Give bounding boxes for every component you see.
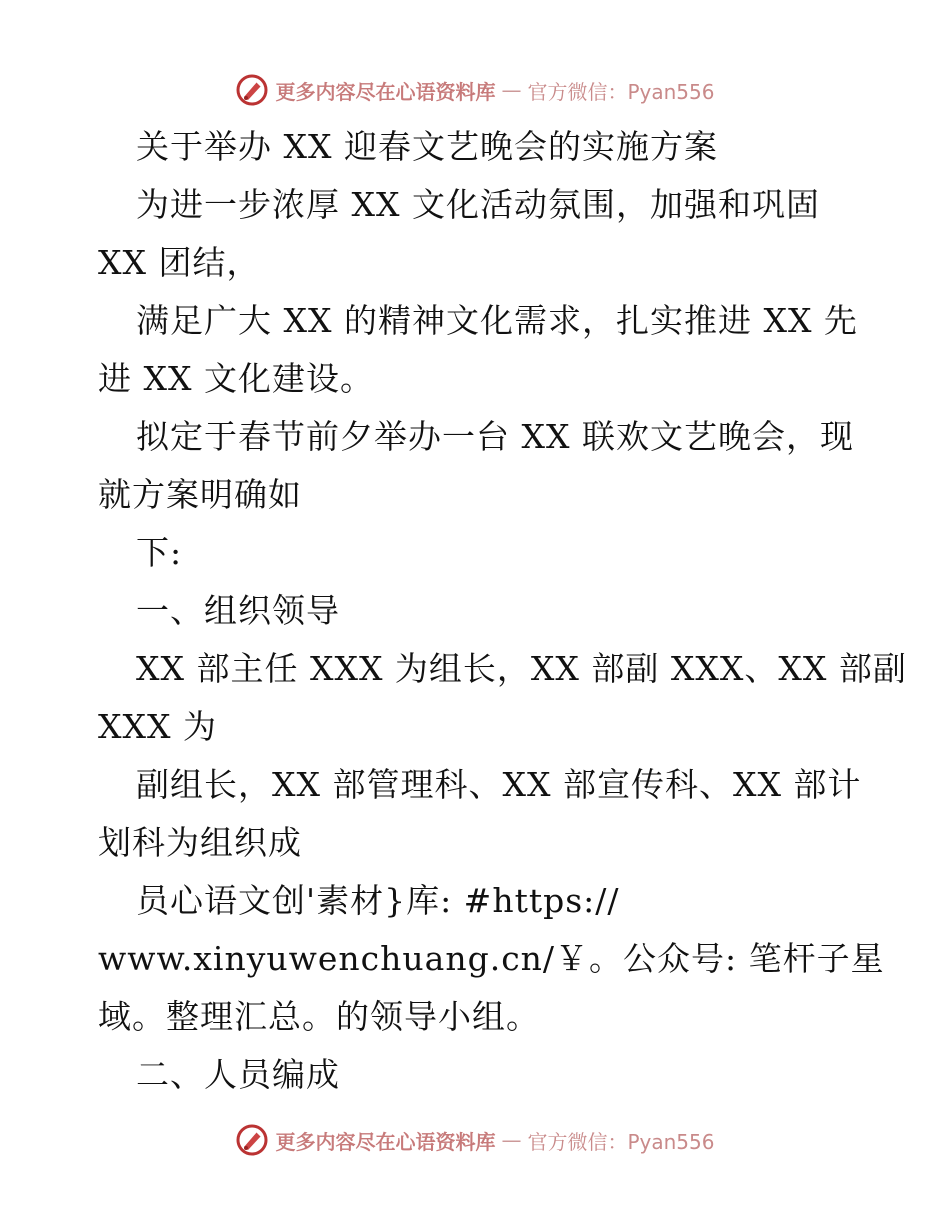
header-watermark: [0, 70, 950, 110]
watermark-account: 官方微信：Pyan556: [527, 79, 715, 104]
doc-line: 下:: [136, 533, 183, 572]
doc-line: XX 团结，: [98, 243, 261, 282]
doc-title: 关于举办 XX 迎春文艺晚会的实施方案: [136, 127, 718, 166]
watermark-dash: —: [501, 1128, 522, 1152]
watermark-dash: —: [501, 78, 522, 102]
watermark-brand: 更多内容尽在心语资料库: [275, 79, 496, 104]
doc-line: 为进一步浓厚 XX 文化活动氛围，加强和巩固: [136, 185, 820, 224]
doc-line: 满足广大 XX 的精神文化需求，扎实推进 XX 先: [136, 301, 858, 340]
document-body: [98, 118, 907, 1104]
doc-line: www.xinyuwenchuang.cn/￥。公众号: 笔杆子星: [98, 939, 885, 978]
section-heading: 二、人员编成: [136, 1055, 340, 1094]
footer-watermark: [0, 1120, 950, 1160]
doc-line: 进 XX 文化建设。: [98, 359, 374, 398]
doc-line: 就方案明确如: [98, 475, 302, 514]
doc-line: 划科为组织成: [98, 823, 302, 862]
doc-line: 域。整理汇总。的领导小组。: [98, 997, 540, 1036]
doc-line: 拟定于春节前夕举办一台 XX 联欢文艺晚会，现: [136, 417, 854, 456]
pen-logo-icon: [235, 1123, 269, 1157]
watermark-brand: 更多内容尽在心语资料库: [275, 1129, 496, 1154]
section-heading: 一、组织领导: [136, 591, 340, 630]
doc-line: XXX 为: [98, 707, 217, 746]
pen-logo-icon: [235, 73, 269, 107]
doc-line: XX 部主任 XXX 为组长，XX 部副 XXX、XX 部副: [136, 649, 907, 688]
doc-line: 副组长，XX 部管理科、XX 部宣传科、XX 部计: [136, 765, 862, 804]
doc-line: 员心语文创'素材}库: #https://: [136, 881, 620, 920]
watermark-account: 官方微信：Pyan556: [527, 1129, 715, 1154]
